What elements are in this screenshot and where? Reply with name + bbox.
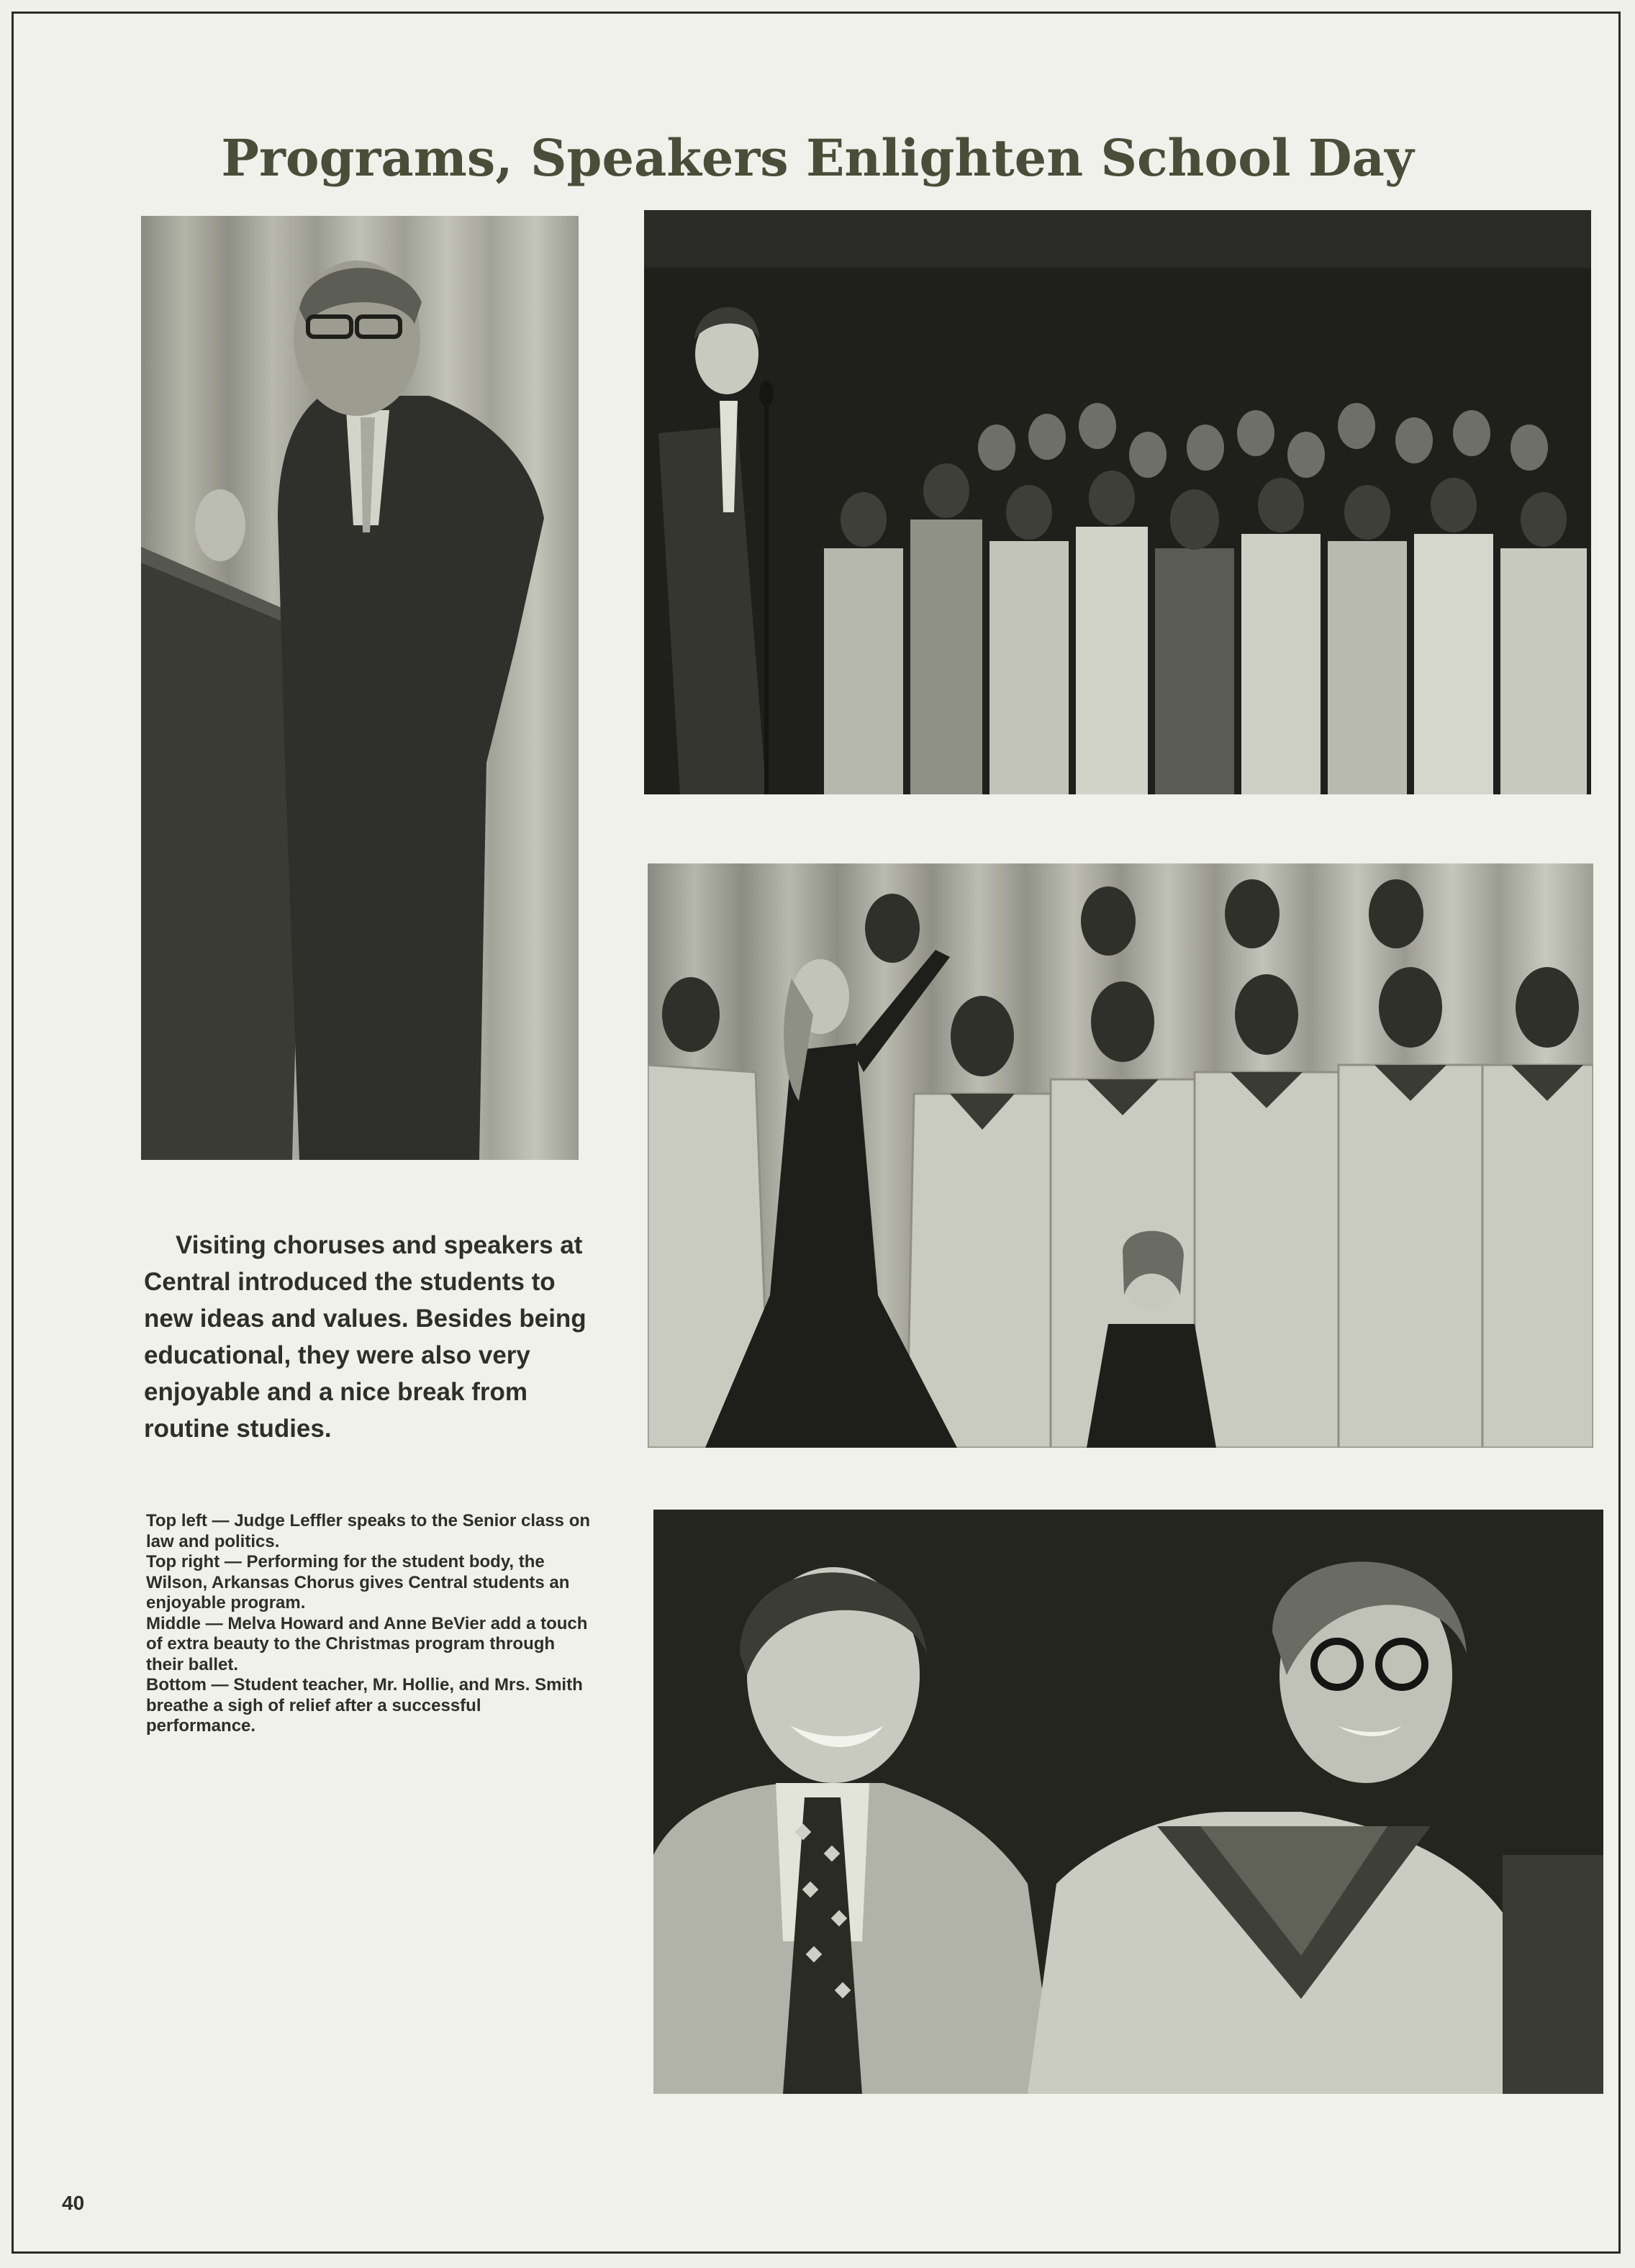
photo-speaker-at-podium: [141, 216, 579, 1160]
caption-bottom: Bottom — Student teacher, Mr. Hollie, and Mrs. Smith breathe a sigh of relief after a successful performance.: [146, 1675, 583, 1736]
caption-top-left: Top left — Judge Leffler speaks to the Senior class on law and politics.: [146, 1511, 591, 1551]
page-number: 40: [62, 2192, 85, 2214]
photo-two-people-smiling: [653, 1510, 1603, 2094]
caption-middle: Middle — Melva Howard and Anne BeVier add a touch of extra beauty to the Christmas program through their ballet.: [146, 1613, 588, 1674]
photo-chorus-on-stage: [644, 210, 1591, 794]
page-title: Programs, Speakers Enlighten School Day: [221, 128, 1414, 188]
intro-paragraph: Visiting choruses and speakers at Central introduced the students to new ideas and values. Besides being educational, they were also very enjoyable and a nice break from routine studies.: [144, 1231, 586, 1443]
photo-captions: [146, 1511, 592, 1737]
caption-top-right: Top right — Performing for the student body, the Wilson, Arkansas Chorus gives Central students an enjoyable program.: [146, 1552, 570, 1612]
photo-ballet-with-choir: [648, 863, 1593, 1448]
